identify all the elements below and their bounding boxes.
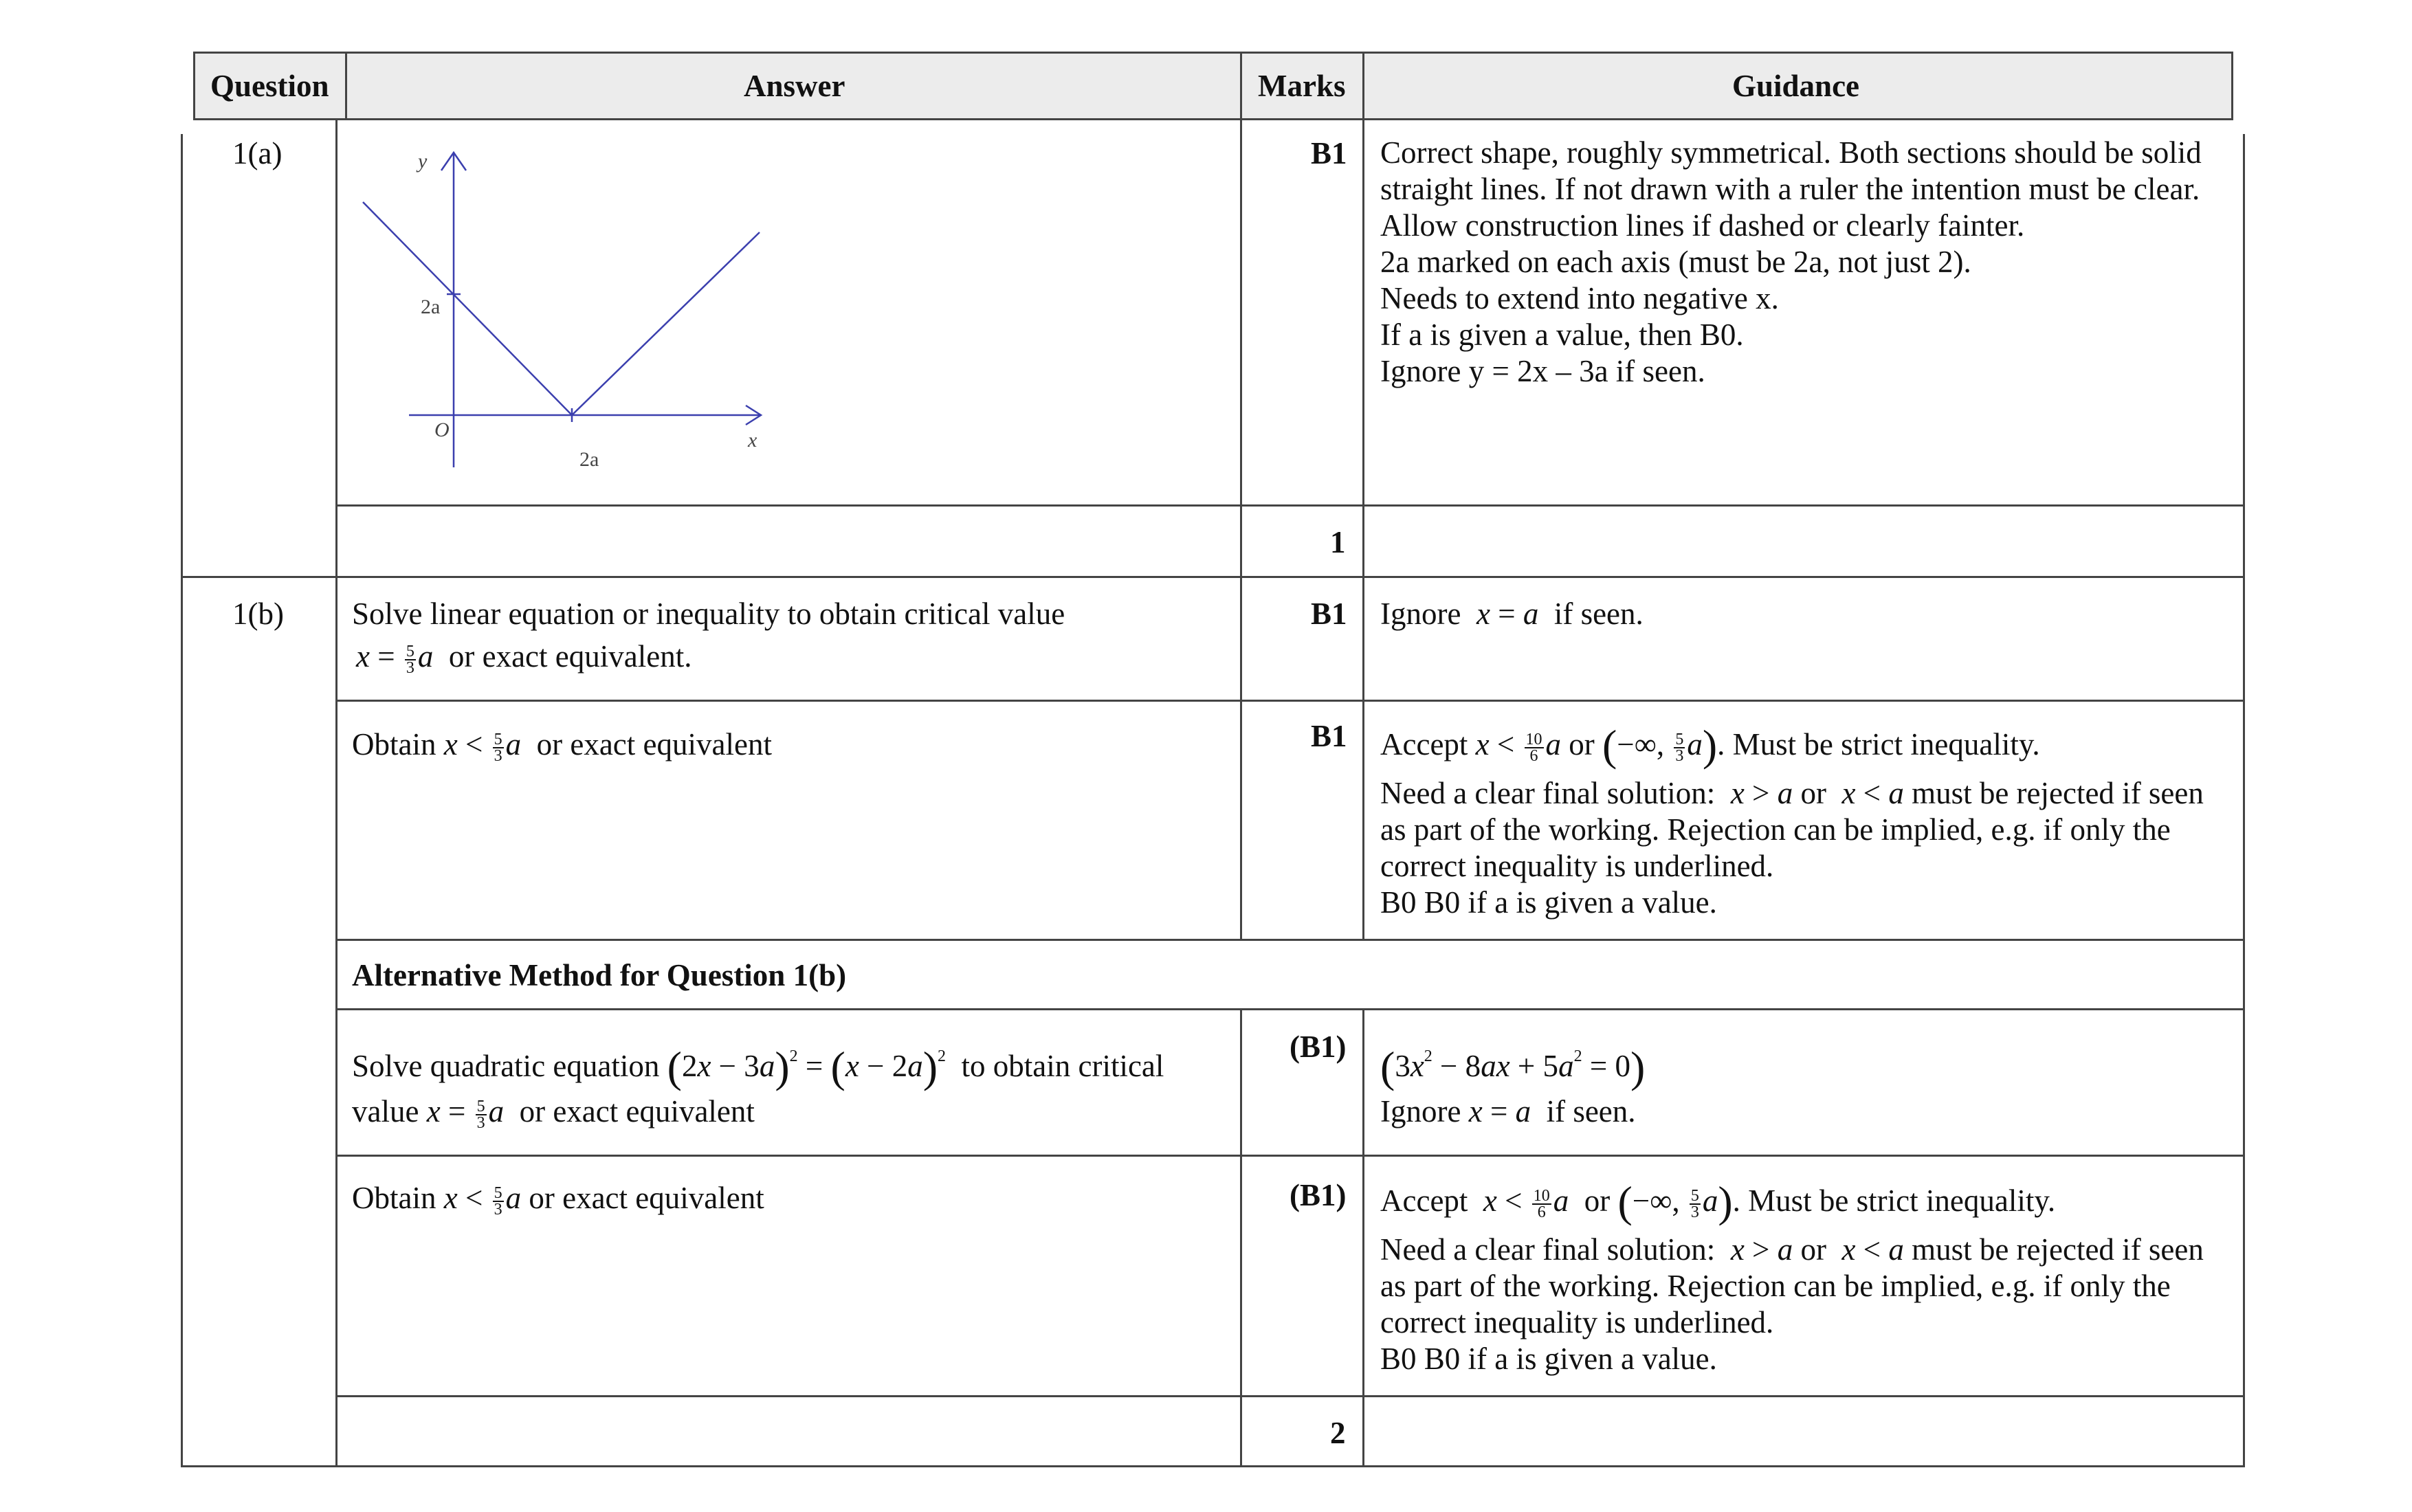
table-header <box>193 52 2233 120</box>
mark-1b-row4: (B1) <box>1290 1178 1347 1212</box>
y-intercept-label: 2a <box>421 296 441 318</box>
answer-1b-row3-line2: value x = $\frac{5}{3}$ a or exact equivalent <box>352 1094 755 1132</box>
guidance-1b-row4-accept: Accept x < $\frac{10}{6}$ a or (−∞, $\frac{5}{3}$ a). Must be strict inequality. <box>1380 1177 2056 1226</box>
answer-1b-row2: Obtain x < $\frac{5}{3}$ a or exact equivalent <box>352 727 772 765</box>
guidance-1b-row2-accept: Accept x < $\frac{10}{6}$ a or (−∞, $\frac{5}{3}$ a). Must be strict inequality. <box>1380 721 2040 770</box>
mark-1b-row1: B1 <box>1311 597 1347 631</box>
guidance-1b-row4: Need a clear final solution: x > a or x < a must be rejected if seen as part of the working. Rejection can be implied, e.g. if only the correct inequality is underlined. B0 B0 if a is given a value. <box>1380 1232 2204 1376</box>
answer-1b-row1-line1: Solve linear equation or inequality to obtain critical value <box>352 597 1065 631</box>
answer-1b-row4: Obtain x < $\frac{5}{3}$ a or exact equivalent <box>352 1181 764 1219</box>
alt-method-heading: Alternative Method for Question 1(b) <box>352 958 847 992</box>
question-label-1a: 1(a) <box>232 136 283 170</box>
y-axis-label: y <box>418 150 428 173</box>
mark-1a: B1 <box>1311 136 1347 170</box>
header-answer: Answer <box>744 69 845 103</box>
origin-label: O <box>434 419 450 441</box>
header-marks: Marks <box>1258 69 1346 103</box>
answer-1b-row1-line2: x = $\frac{5}{3}$ a or exact equivalent. <box>356 639 692 677</box>
header-question: Question <box>210 69 329 103</box>
total-1b: 2 <box>1330 1416 1346 1450</box>
question-label-1b: 1(b) <box>232 597 284 631</box>
header-guidance: Guidance <box>1732 69 1860 103</box>
answer-1b-row3-line1: Solve quadratic equation $(2x - 3a)^2 = (x - 2a)^2$ to obtain critical <box>352 1043 1164 1091</box>
mark-1b-row2: B1 <box>1311 719 1347 753</box>
total-1a: 1 <box>1330 525 1346 559</box>
x-axis-label: x <box>748 429 757 452</box>
guidance-1b-row3-eq: $(3x^2 - 8ax + 5a^2 = 0)$ <box>1380 1043 1646 1091</box>
guidance-1b-row3-ignore: Ignore x = a if seen. <box>1380 1094 1636 1129</box>
x-intercept-label: 2a <box>579 448 599 471</box>
guidance-1b-row2: Need a clear final solution: x > a or x < a must be rejected if seen as part of the working. Rejection can be implied, e.g. if only the correct inequality is underlined. B0 B0 if a is given a value. <box>1380 776 2204 920</box>
guidance-1b-row1: Ignore x = a if seen. <box>1380 597 1644 631</box>
mark-1b-row3: (B1) <box>1290 1030 1347 1064</box>
modulus-graph <box>357 137 784 481</box>
x-axis <box>409 405 761 425</box>
guidance-1a: Correct shape, roughly symmetrical. Both sections should be solid straight lines. If not drawn with a ruler the intention must be clear. Allow construction lines if dashed or clearly fainter. 2a marked on each axis (must be 2a, not just 2). Needs to extend into negative x. If a is given a value, then B0. Ignore y = 2x – 3a if seen. <box>1380 135 2202 388</box>
